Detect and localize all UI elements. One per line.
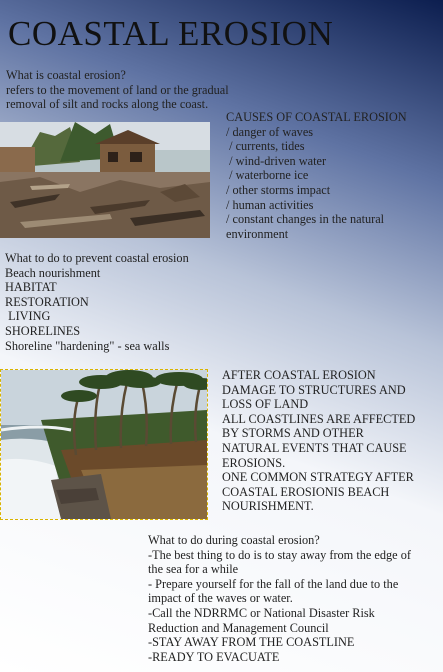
during-line: -READY TO EVACUATE <box>148 649 280 664</box>
prevent-heading: What to do to prevent coastal erosion <box>5 251 189 265</box>
cause-item: environment <box>226 226 289 241</box>
cause-item: / other storms impact <box>226 182 331 197</box>
destroyed-houses-photo <box>0 122 210 238</box>
after-block <box>222 368 415 514</box>
during-line: Reduction and Management Council <box>148 620 329 635</box>
definition-question: What is coastal erosion? <box>6 68 126 82</box>
after-line: COASTAL EROSIONIS BEACH <box>222 484 390 499</box>
cause-item: / danger of waves <box>226 124 314 139</box>
during-line: the sea for a while <box>148 562 239 577</box>
prevent-item: Shoreline "hardening" - sea walls <box>5 338 170 353</box>
during-line: impact of the waves or water. <box>148 591 293 606</box>
after-line: NOURISHMENT. <box>222 499 314 514</box>
causes-heading: CAUSES OF COASTAL EROSION <box>226 110 407 124</box>
cause-item: / human activities <box>226 197 314 212</box>
after-line: AFTER COASTAL EROSION <box>222 368 376 382</box>
cause-item: / wind-driven water <box>226 153 327 168</box>
during-line: - Prepare yourself for the fall of the land due to the <box>148 576 399 591</box>
prevent-item: HABITAT <box>5 280 57 295</box>
page-title: COASTAL EROSION <box>8 14 334 53</box>
prevent-item: LIVING <box>5 309 51 324</box>
during-line: -Call the NDRRMC or National Disaster Risk <box>148 605 375 620</box>
during-block <box>148 533 411 664</box>
prevent-block <box>5 251 189 353</box>
after-line: NATURAL EVENTS THAT CAUSE <box>222 440 407 455</box>
causes-block <box>226 110 407 241</box>
eroded-beach-photo <box>0 369 208 520</box>
cause-item: / waterborne ice <box>226 168 309 183</box>
prevent-item: SHORELINES <box>5 323 81 338</box>
after-line: EROSIONS. <box>222 455 286 470</box>
definition-line: refers to the movement of land or the gradual <box>6 82 229 97</box>
after-line: BY STORMS AND OTHER <box>222 426 364 441</box>
cause-item: / currents, tides <box>226 139 305 154</box>
cause-item: / constant changes in the natural <box>226 212 385 227</box>
after-line: LOSS OF LAND <box>222 397 309 412</box>
during-heading: What to do during coastal erosion? <box>148 533 320 547</box>
prevent-item: Beach nourishment <box>5 265 101 280</box>
during-line: -The best thing to do is to stay away from the edge of <box>148 547 411 562</box>
prevent-item: RESTORATION <box>5 294 89 309</box>
definition-line: removal of silt and rocks along the coast. <box>6 97 209 112</box>
after-line: DAMAGE TO STRUCTURES AND <box>222 382 406 397</box>
definition-block <box>6 68 229 112</box>
during-line: -STAY AWAY FROM THE COASTLINE <box>148 635 355 650</box>
after-line: ALL COASTLINES ARE AFFECTED <box>222 411 416 426</box>
after-line: ONE COMMON STRATEGY AFTER <box>222 470 414 485</box>
